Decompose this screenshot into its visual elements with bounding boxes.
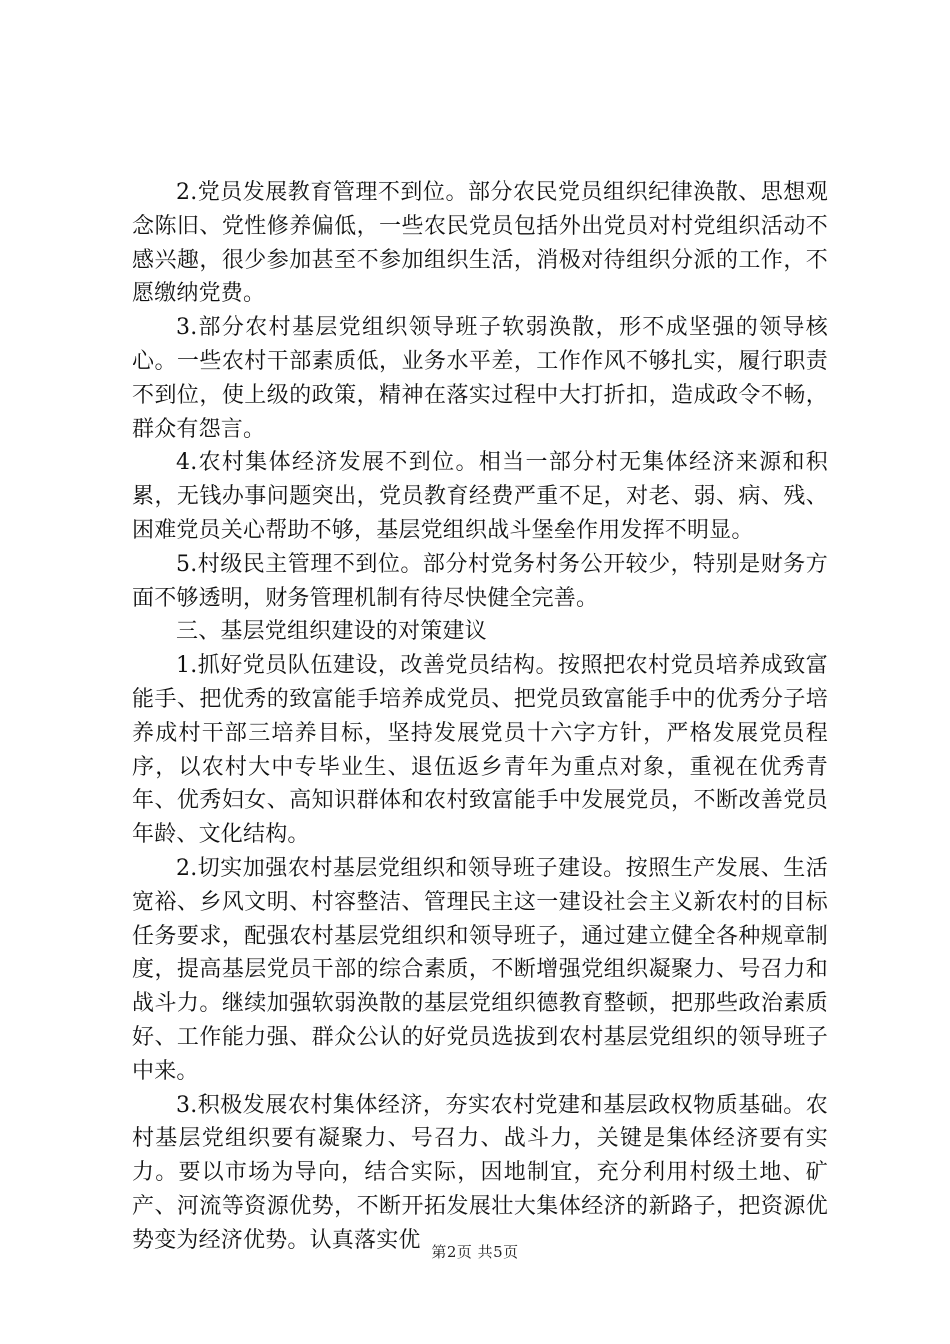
section-heading-countermeasures: 三、基层党组织建设的对策建议 (176, 619, 487, 645)
page-number-label: 第2页 共5页 (431, 1243, 519, 1261)
document-body (132, 176, 828, 1258)
paragraph-measure-2-organization-building: 2.切实加强农村基层党组织和领导班子建设。按照生产发展、生活宽裕、乡风文明、村容整洁、管理民主这一建设社会主义新农村的目标任务要求，配强农村基层党组织和领导班子，通过建立健全各种规章制度，提高基层党员干部的综合素质，不断增强党组织凝聚力、号召力和战斗力。继续加强软弱涣散的基层党组织德教育整顿，把那些政治素质好、工作能力强、群众公认的好党员选拔到农村基层党组织的领导班子中来。 (132, 855, 828, 1084)
paragraph-point-3-weak-leadership: 3.部分农村基层党组织领导班子软弱涣散，形不成坚强的领导核心。一些农村干部素质低，业务水平差，工作作风不够扎实，履行职责不到位，使上级的政策，精神在落实过程中大打折扣，造成政令不畅，群众有怨言。 (132, 315, 828, 442)
paragraph-measure-1-member-team: 1.抓好党员队伍建设，改善党员结构。按照把农村党员培养成致富能手、把优秀的致富能手培养成党员、把党员致富能手中的优秀分子培养成村干部三培养目标，坚持发展党员十六字方针，严格发展党员程序，以农村大中专毕业生、退伍返乡青年为重点对象，重视在优秀青年、优秀妇女、高知识群体和农村致富能手中发展党员，不断改善党员年龄、文化结构。 (132, 653, 828, 848)
paragraph-measure-3-collective-economy: 3.积极发展农村集体经济，夯实农村党建和基层政权物质基础。农村基层党组织要有凝聚力、号召力、战斗力，关键是集体经济要有实力。要以市场为导向，结合实际，因地制宜，充分利用村级土地、矿产、河流等资源优势，不断开拓发展壮大集体经济的新路子，把资源优势变为经济优势。认真落实优 (132, 1092, 828, 1253)
paragraph-point-5-village-democracy: 5.村级民主管理不到位。部分村党务村务公开较少，特别是财务方面不够透明，财务管理机制有待尽快健全完善。 (132, 551, 828, 611)
paragraph-point-4-collective-economy: 4.农村集体经济发展不到位。相当一部分村无集体经济来源和积累，无钱办事问题突出，党员教育经费严重不足，对老、弱、病、残、困难党员关心帮助不够，基层党组织战斗堡垒作用发挥不明显。 (132, 450, 828, 543)
page-footer (0, 1242, 950, 1262)
paragraph-point-2-party-member-management: 2.党员发展教育管理不到位。部分农民党员组织纪律涣散、思想观念陈旧、党性修养偏低，一些农民党员包括外出党员对村党组织活动不感兴趣，很少参加甚至不参加组织生活，消极对待组织分派的工作，不愿缴纳党费。 (132, 180, 828, 307)
